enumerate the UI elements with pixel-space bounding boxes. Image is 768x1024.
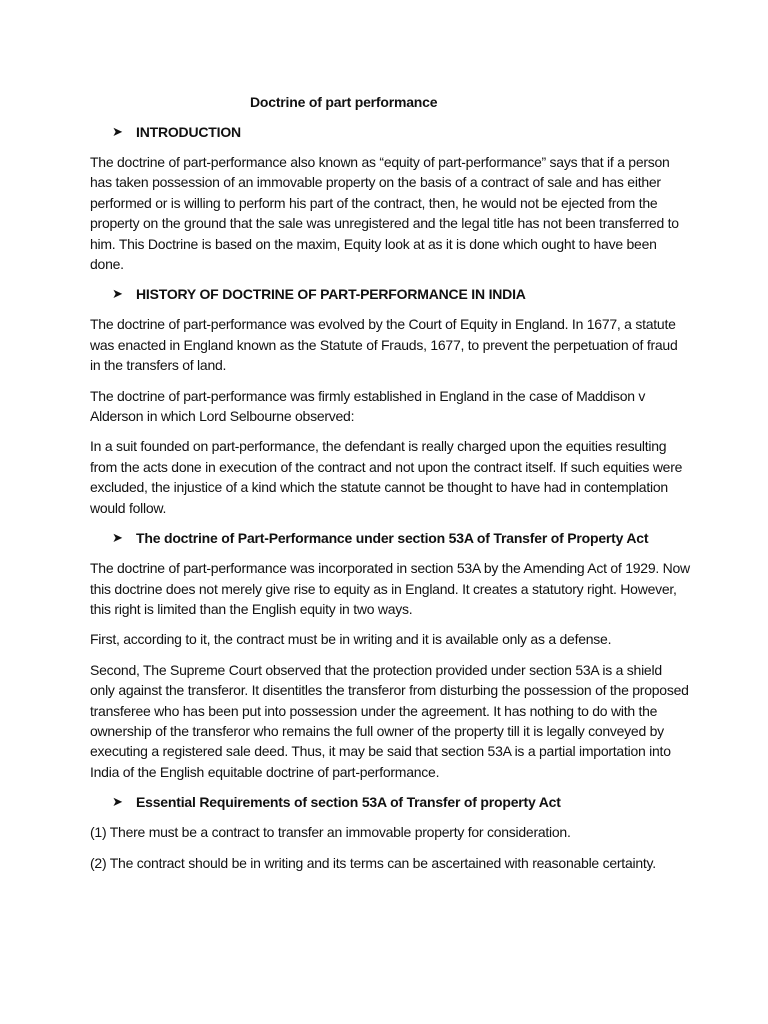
paragraph: The doctrine of part-performance was firmly established in England in the case of Maddison v Alderson in which Lord Selbourne observed: <box>90 387 646 425</box>
arrow-bullet-icon: ➤ <box>112 286 123 302</box>
paragraph: In a suit founded on part-performance, the defendant is really charged upon the equities resulting from the acts done in execution of the contract and not upon the contract itself. If such equities were excluded, the injustice of a kind which the statute cannot be thought to have had in contemplation would follow. <box>90 438 683 516</box>
paragraph: The doctrine of part-performance was incorporated in section 53A by the Amending Act of 1929. Now this doctrine does not merely give rise to equity as in England. It creates a statutory right. However, this right is limited than the English equity in two ways. <box>90 560 690 617</box>
section-heading-label: HISTORY OF DOCTRINE OF PART-PERFORMANCE IN INDIA <box>136 286 526 303</box>
arrow-bullet-icon: ➤ <box>112 124 123 139</box>
section-heading-label: Essential Requirements of section 53A of Transfer of property Act <box>136 794 561 811</box>
paragraph: The doctrine of part-performance also known as “equity of part-performance” says that if a person has taken possession of an immovable property on the basis of a contract of sale and has either performed or is willing to perform his part of the contract, then, he would not be ejected from the property on the ground that the sale was unregistered and the legal title has not been transferred to him. This Doctrine is based on the maxim, Equity look at as it is done which ought to have been done. <box>90 154 679 273</box>
section-heading-label: INTRODUCTION <box>136 124 241 140</box>
list-item: (2) The contract should be in writing and its terms can be ascertained with reasonable certainty. <box>90 854 656 871</box>
section-heading-essential-requirements <box>112 792 690 812</box>
section-heading-introduction <box>112 122 690 142</box>
arrow-bullet-icon: ➤ <box>112 794 123 810</box>
section-heading-label: The doctrine of Part-Performance under section 53A of Transfer of Property Act <box>136 530 649 547</box>
paragraph: The doctrine of part-performance was evolved by the Court of Equity in England. In 1677, a statute was enacted in England known as the Statute of Frauds, 1677, to prevent the perpetuation of fraud in the transfers of land. <box>90 316 678 374</box>
paragraph: Second, The Supreme Court observed that the protection provided under section 53A is a shield only against the transferor. It disentitles the transferor from disturbing the possession of the proposed transferee who has been put into possession under the agreement. It has nothing to do with the ownership of the transferor who remains the full owner of the property till it is legally conveyed by executing a registered sale deed. Thus, it may be said that section 53A is a partial importation into India of the English equitable doctrine of part-performance. <box>90 661 689 780</box>
document-body <box>90 92 690 883</box>
arrow-bullet-icon: ➤ <box>112 530 123 546</box>
section-heading-history <box>112 284 690 304</box>
section-heading-section-53a <box>112 528 690 548</box>
list-item: (1) There must be a contract to transfer an immovable property for consideration. <box>90 824 571 841</box>
document-title: Doctrine of part performance <box>250 94 438 110</box>
paragraph: First, according to it, the contract must be in writing and it is available only as a defense. <box>90 631 612 648</box>
